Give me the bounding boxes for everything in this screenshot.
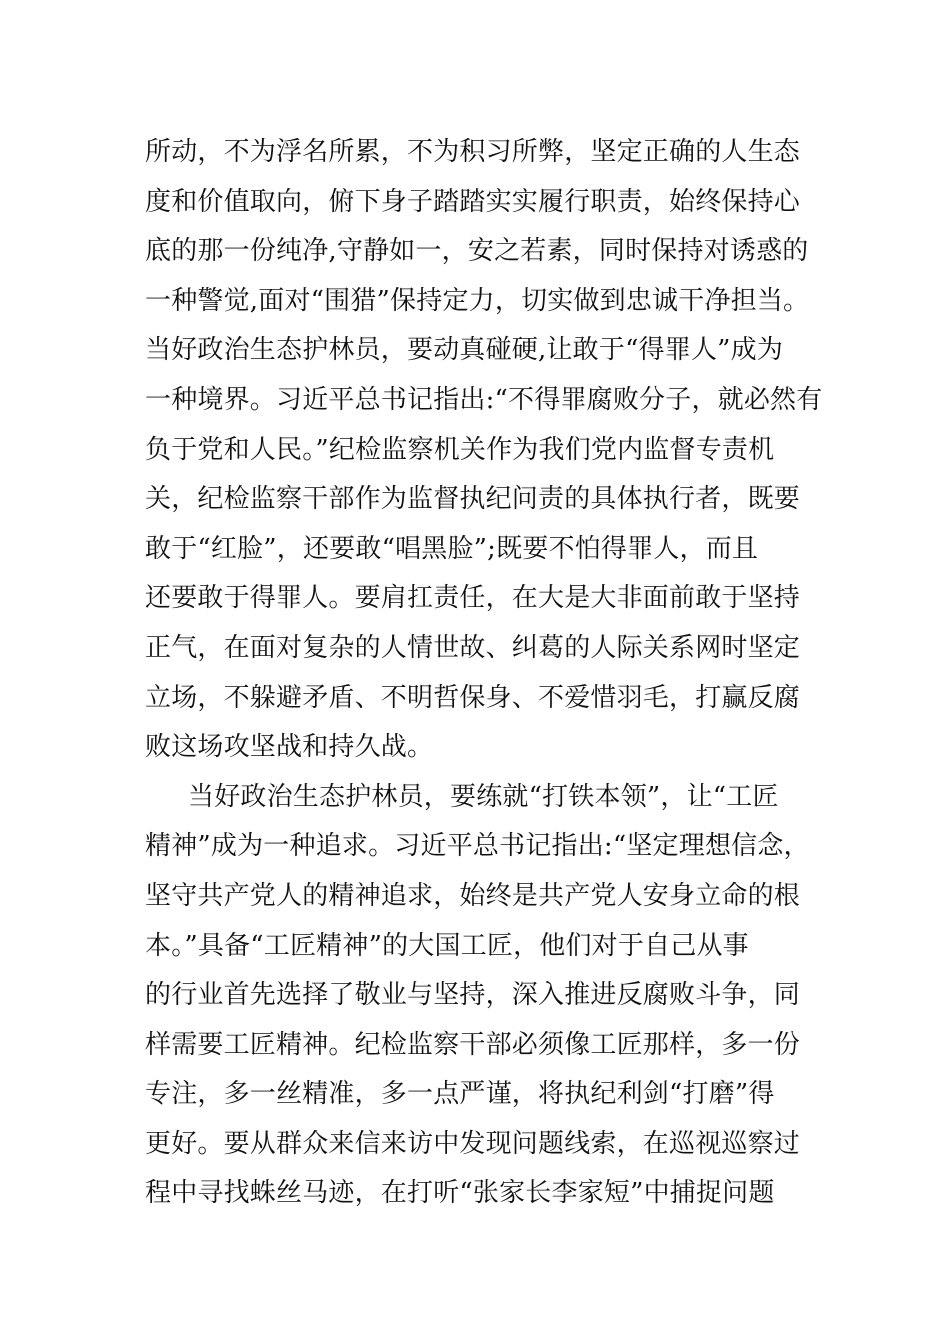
text-line: 立场，不躲避矛盾、不明哲保身、不爱惜羽毛，打赢反腐 — [145, 682, 801, 713]
text-line: 专注，多一丝精准，多一点严谨，将执纪利剑“打磨”得 — [145, 1079, 775, 1110]
text-line: 本。”具备“工匠精神”的大国工匠，他们对于自己从事 — [145, 930, 749, 961]
text-line: 敢于“红脸”，还要敢“唱黑脸”;既要不怕得罪人，而且 — [145, 533, 759, 564]
text-line: 还要敢于得罪人。要肩扛责任，在大是大非面前敢于坚持 — [145, 583, 801, 614]
text-line: 更好。要从群众来信来访中发现问题线索，在巡视巡察过 — [145, 1128, 801, 1159]
text-line: 精神”成为一种追求。习近平总书记指出:“坚定理想信念， — [145, 831, 810, 862]
body-text — [145, 128, 825, 1219]
text-line: 一种境界。习近平总书记指出:“不得罪腐败分子，就必然有 — [145, 384, 823, 415]
paragraph-first-line: 当好政治生态护林员，要练就“打铁本领”，让“工匠 — [188, 781, 779, 812]
text-line: 度和价值取向，俯下身子踏踏实实履行职责，始终保持心 — [145, 186, 801, 217]
text-line: 所动，不为浮名所累，不为积习所弊，坚定正确的人生态 — [145, 137, 801, 167]
text-line: 关，纪检监察干部作为监督执纪问责的具体执行者，既要 — [145, 484, 801, 515]
text-line: 程中寻找蛛丝马迹，在打听“张家长李家短”中捕捉问题 — [145, 1178, 775, 1209]
text-line: 当好政治生态护林员，要动真碰硬,让敢于“得罪人”成为 — [145, 335, 784, 366]
text-line: 底的那一份纯净,守静如一，安之若素，同时保持对诱惑的 — [145, 236, 809, 267]
text-line: 样需要工匠精神。纪检监察干部必须像工匠那样，多一份 — [145, 1029, 801, 1060]
text-line: 负于党和人民。”纪检监察机关作为我们党内监督专责机 — [145, 434, 775, 465]
text-line: 的行业首先选择了敬业与坚持，深入推进反腐败斗争，同 — [145, 980, 801, 1011]
text-line: 一种警觉,面对“围猎”保持定力，切实做到忠诚干净担当。 — [145, 285, 810, 316]
text-line: 正气，在面对复杂的人情世故、纠葛的人际关系网时坚定 — [145, 632, 801, 663]
text-line: 坚守共产党人的精神追求，始终是共产党人安身立命的根 — [145, 880, 801, 911]
text-line: 败这场攻坚战和持久战。 — [145, 732, 434, 763]
